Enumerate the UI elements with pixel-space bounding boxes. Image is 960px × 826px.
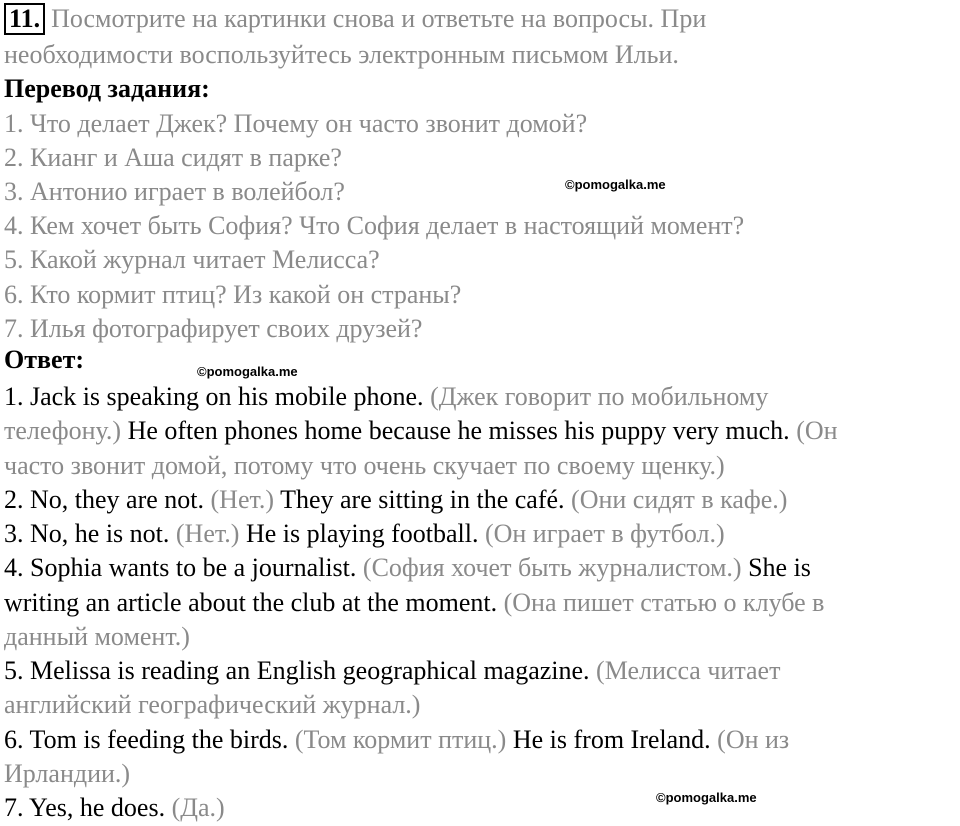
answer-3: 3. No, he is not. (Нет.) He is playing football. (Он играет в футбол.) [4,519,725,548]
question-4: 4. Кем хочет быть София? Что София делает в настоящий момент? [4,211,745,240]
watermark: ©pomogalka.me [656,790,757,805]
answer-4-line2: writing an article about the club at the moment. (Она пишет статью о клубе в [4,588,825,617]
answer-5-line1: 5. Melissa is reading an English geographical magazine. (Мелисса читает [4,656,781,685]
answer-heading: Ответ: [4,345,85,374]
question-2: 2. Кианг и Аша сидят в парке? [4,143,342,172]
question-5: 5. Какой журнал читает Мелисса? [4,245,380,274]
answer-4-line1: 4. Sophia wants to be a journalist. (София хочет быть журналистом.) She is [4,553,811,582]
answer-6-line2: Ирландии.) [4,759,131,788]
answer-2: 2. No, they are not. (Нет.) They are sitting in the café. (Они сидят в кафе.) [4,485,788,514]
translation-heading: Перевод задания: [4,74,210,103]
answer-1-line3: часто звонит домой, потому что очень скучает по своему щенку.) [4,451,725,480]
question-6: 6. Кто кормит птиц? Из какой он страны? [4,280,462,309]
answer-1-line2: телефону.) He often phones home because he misses his puppy very much. (Он [4,416,838,445]
watermark: ©pomogalka.me [565,177,666,192]
task-number: 11. [4,3,45,35]
answer-4-line3: данный момент.) [4,622,190,651]
question-1: 1. Что делает Джек? Почему он часто звонит домой? [4,109,588,138]
question-3: 3. Антонио играет в волейбол? [4,177,345,206]
answer-6-line1: 6. Tom is feeding the birds. (Том кормит птиц.) He is from Ireland. (Он из [4,725,790,754]
task-instruction-line1: 11. Посмотрите на картинки снова и ответьте на вопросы. При [4,2,706,36]
question-7: 7. Илья фотографирует своих друзей? [4,314,423,343]
answer-1-line1: 1. Jack is speaking on his mobile phone. (Джек говорит по мобильному [4,382,769,411]
answer-7: 7. Yes, he does. (Да.) [4,793,225,822]
watermark: ©pomogalka.me [197,364,298,379]
answer-5-line2: английский географический журнал.) [4,690,421,719]
task-instruction-line2: необходимости воспользуйтесь электронным письмом Ильи. [4,40,679,69]
